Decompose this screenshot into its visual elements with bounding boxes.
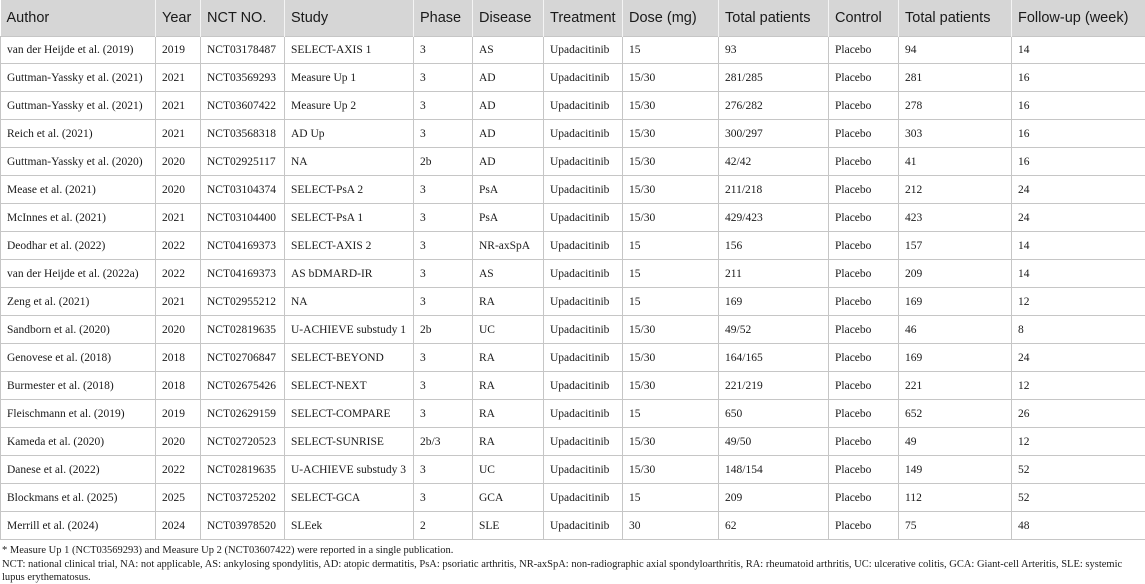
- table-cell: RA: [473, 288, 544, 316]
- table-cell: 3: [414, 64, 473, 92]
- table-cell: PsA: [473, 204, 544, 232]
- table-cell: SELECT-AXIS 1: [285, 37, 414, 64]
- table-cell: 15/30: [623, 120, 719, 148]
- table-cell: 2022: [156, 232, 201, 260]
- table-row: [1, 176, 1145, 204]
- table-cell: Guttman-Yassky et al. (2021): [1, 92, 156, 120]
- table-cell: 281/285: [719, 64, 829, 92]
- table-row: [1, 37, 1145, 64]
- table-cell: NCT03725202: [201, 484, 285, 512]
- table-cell: 650: [719, 400, 829, 428]
- table-cell: 49: [899, 428, 1012, 456]
- table-cell: SELECT-PsA 1: [285, 204, 414, 232]
- table-cell: 16: [1012, 92, 1145, 120]
- table-cell: 15/30: [623, 64, 719, 92]
- table-cell: 303: [899, 120, 1012, 148]
- table-cell: Upadacitinib: [544, 484, 623, 512]
- table-cell: 15/30: [623, 92, 719, 120]
- table-cell: 16: [1012, 148, 1145, 176]
- table-cell: 15: [623, 37, 719, 64]
- table-cell: 2018: [156, 344, 201, 372]
- table-cell: 3: [414, 260, 473, 288]
- table-cell: 46: [899, 316, 1012, 344]
- table-cell: 15/30: [623, 344, 719, 372]
- table-row: [1, 260, 1145, 288]
- table-cell: Placebo: [829, 260, 899, 288]
- table-cell: 52: [1012, 484, 1145, 512]
- table-cell: 2021: [156, 92, 201, 120]
- table-cell: 12: [1012, 428, 1145, 456]
- table-cell: NCT03178487: [201, 37, 285, 64]
- table-cell: NA: [285, 288, 414, 316]
- table-row: [1, 64, 1145, 92]
- table-cell: 2019: [156, 400, 201, 428]
- table-cell: 75: [899, 512, 1012, 540]
- table-row: [1, 512, 1145, 540]
- column-header: Disease: [473, 0, 544, 37]
- table-cell: NCT02629159: [201, 400, 285, 428]
- column-header: Study: [285, 0, 414, 37]
- table-cell: Upadacitinib: [544, 512, 623, 540]
- table-cell: Upadacitinib: [544, 37, 623, 64]
- table-cell: Placebo: [829, 37, 899, 64]
- column-header: Dose (mg): [623, 0, 719, 37]
- table-cell: 278: [899, 92, 1012, 120]
- table-cell: 41: [899, 148, 1012, 176]
- table-cell: 221/219: [719, 372, 829, 400]
- table-cell: 15/30: [623, 428, 719, 456]
- table-cell: 211: [719, 260, 829, 288]
- table-cell: 2021: [156, 288, 201, 316]
- table-cell: 169: [719, 288, 829, 316]
- table-cell: NCT02955212: [201, 288, 285, 316]
- table-cell: Measure Up 1: [285, 64, 414, 92]
- table-cell: 3: [414, 37, 473, 64]
- table-cell: AD: [473, 64, 544, 92]
- table-cell: 3: [414, 232, 473, 260]
- table-cell: Upadacitinib: [544, 92, 623, 120]
- table-cell: 62: [719, 512, 829, 540]
- table-cell: SELECT-NEXT: [285, 372, 414, 400]
- table-cell: 15/30: [623, 372, 719, 400]
- table-cell: 2018: [156, 372, 201, 400]
- table-cell: Placebo: [829, 288, 899, 316]
- table-cell: U-ACHIEVE substudy 1: [285, 316, 414, 344]
- table-cell: 149: [899, 456, 1012, 484]
- table-body: [1, 37, 1145, 540]
- table-cell: 15: [623, 260, 719, 288]
- table-cell: NCT02925117: [201, 148, 285, 176]
- table-cell: 24: [1012, 344, 1145, 372]
- table-cell: NCT02819635: [201, 316, 285, 344]
- table-cell: Upadacitinib: [544, 176, 623, 204]
- table-cell: Placebo: [829, 120, 899, 148]
- table-cell: 49/50: [719, 428, 829, 456]
- table-cell: 3: [414, 176, 473, 204]
- table-row: [1, 428, 1145, 456]
- table-cell: 49/52: [719, 316, 829, 344]
- column-header: Year: [156, 0, 201, 37]
- table-row: [1, 120, 1145, 148]
- table-cell: 12: [1012, 372, 1145, 400]
- table-cell: 24: [1012, 176, 1145, 204]
- table-cell: SLE: [473, 512, 544, 540]
- table-cell: 281: [899, 64, 1012, 92]
- table-cell: AD Up: [285, 120, 414, 148]
- table-cell: 2b/3: [414, 428, 473, 456]
- table-cell: 24: [1012, 204, 1145, 232]
- table-cell: U-ACHIEVE substudy 3: [285, 456, 414, 484]
- table-cell: 652: [899, 400, 1012, 428]
- table-cell: 3: [414, 400, 473, 428]
- table-cell: 2021: [156, 120, 201, 148]
- table-cell: Placebo: [829, 148, 899, 176]
- table-cell: Upadacitinib: [544, 148, 623, 176]
- table-cell: NCT04169373: [201, 232, 285, 260]
- table-cell: NA: [285, 148, 414, 176]
- table-cell: 3: [414, 204, 473, 232]
- table-cell: 94: [899, 37, 1012, 64]
- column-header: Follow-up (week): [1012, 0, 1145, 37]
- table-cell: SLEek: [285, 512, 414, 540]
- table-cell: 2022: [156, 456, 201, 484]
- table-cell: RA: [473, 428, 544, 456]
- table-row: [1, 204, 1145, 232]
- table-row: [1, 484, 1145, 512]
- table-cell: 429/423: [719, 204, 829, 232]
- table-cell: van der Heijde et al. (2019): [1, 37, 156, 64]
- table-cell: 15: [623, 484, 719, 512]
- table-cell: 2021: [156, 64, 201, 92]
- table-cell: UC: [473, 316, 544, 344]
- table-cell: 2020: [156, 148, 201, 176]
- table-cell: 2020: [156, 316, 201, 344]
- table-cell: 26: [1012, 400, 1145, 428]
- table-cell: 15/30: [623, 176, 719, 204]
- table-cell: AD: [473, 148, 544, 176]
- table-cell: SELECT-COMPARE: [285, 400, 414, 428]
- table-cell: Measure Up 2: [285, 92, 414, 120]
- table-cell: Burmester et al. (2018): [1, 372, 156, 400]
- table-row: [1, 288, 1145, 316]
- table-cell: 30: [623, 512, 719, 540]
- table-cell: 52: [1012, 456, 1145, 484]
- table-cell: Upadacitinib: [544, 232, 623, 260]
- table-cell: 15: [623, 288, 719, 316]
- table-cell: Upadacitinib: [544, 64, 623, 92]
- table-cell: Upadacitinib: [544, 120, 623, 148]
- table-cell: 112: [899, 484, 1012, 512]
- table-cell: NCT02720523: [201, 428, 285, 456]
- table-cell: Guttman-Yassky et al. (2020): [1, 148, 156, 176]
- table-cell: RA: [473, 400, 544, 428]
- table-cell: Kameda et al. (2020): [1, 428, 156, 456]
- table-row: [1, 148, 1145, 176]
- table-row: [1, 92, 1145, 120]
- table-cell: 2b: [414, 148, 473, 176]
- table-cell: Placebo: [829, 372, 899, 400]
- column-header: Total patients: [899, 0, 1012, 37]
- footnote-measure-up: * Measure Up 1 (NCT03569293) and Measure Up 2 (NCT03607422) were reported in a single publication.: [2, 544, 1143, 557]
- table-cell: NCT03104374: [201, 176, 285, 204]
- table-row: [1, 316, 1145, 344]
- table-cell: 16: [1012, 120, 1145, 148]
- table-cell: 164/165: [719, 344, 829, 372]
- table-cell: Upadacitinib: [544, 204, 623, 232]
- table-cell: van der Heijde et al. (2022a): [1, 260, 156, 288]
- table-cell: Upadacitinib: [544, 400, 623, 428]
- table-cell: AS bDMARD-IR: [285, 260, 414, 288]
- table-row: [1, 400, 1145, 428]
- table-cell: 3: [414, 456, 473, 484]
- table-cell: 209: [719, 484, 829, 512]
- column-header: Total patients: [719, 0, 829, 37]
- table-cell: Genovese et al. (2018): [1, 344, 156, 372]
- table-cell: 2: [414, 512, 473, 540]
- table-cell: 2021: [156, 204, 201, 232]
- table-cell: 14: [1012, 37, 1145, 64]
- table-cell: Upadacitinib: [544, 260, 623, 288]
- table-cell: NCT03607422: [201, 92, 285, 120]
- table-cell: 15/30: [623, 456, 719, 484]
- table-cell: AS: [473, 260, 544, 288]
- table-cell: NR-axSpA: [473, 232, 544, 260]
- table-cell: Merrill et al. (2024): [1, 512, 156, 540]
- table-cell: 15/30: [623, 204, 719, 232]
- table-cell: Placebo: [829, 400, 899, 428]
- table-cell: PsA: [473, 176, 544, 204]
- table-cell: UC: [473, 456, 544, 484]
- table-cell: Deodhar et al. (2022): [1, 232, 156, 260]
- header-row: [1, 0, 1145, 37]
- table-cell: Upadacitinib: [544, 456, 623, 484]
- table-cell: NCT02819635: [201, 456, 285, 484]
- table-cell: RA: [473, 344, 544, 372]
- table-cell: 2020: [156, 176, 201, 204]
- table-cell: SELECT-GCA: [285, 484, 414, 512]
- table-cell: SELECT-PsA 2: [285, 176, 414, 204]
- table-cell: Placebo: [829, 316, 899, 344]
- table-row: [1, 344, 1145, 372]
- table-cell: 8: [1012, 316, 1145, 344]
- table-cell: 211/218: [719, 176, 829, 204]
- table-cell: Sandborn et al. (2020): [1, 316, 156, 344]
- footnote-abbreviations: NCT: national clinical trial, NA: not applicable, AS: ankylosing spondylitis, AD: atopic dermatitis, PsA: psoriatic arthritis, NR-axSpA: non-radiographic axial spondyloarthritis, RA: rheumatoid arthritis, UC: ulcerative colitis, GCA: Giant-cell Arteritis, SLE: systemic lupus erythematosus.: [2, 558, 1142, 584]
- table-cell: Placebo: [829, 344, 899, 372]
- table-cell: 14: [1012, 260, 1145, 288]
- table-cell: Upadacitinib: [544, 372, 623, 400]
- table-cell: 3: [414, 288, 473, 316]
- table-row: [1, 456, 1145, 484]
- table-cell: Upadacitinib: [544, 428, 623, 456]
- table-cell: 157: [899, 232, 1012, 260]
- table-cell: 15/30: [623, 148, 719, 176]
- table-cell: Zeng et al. (2021): [1, 288, 156, 316]
- table-cell: Mease et al. (2021): [1, 176, 156, 204]
- table-cell: 148/154: [719, 456, 829, 484]
- table-cell: 2b: [414, 316, 473, 344]
- table-cell: 3: [414, 484, 473, 512]
- table-cell: 15: [623, 400, 719, 428]
- table-cell: Placebo: [829, 232, 899, 260]
- table-cell: 169: [899, 344, 1012, 372]
- column-header: NCT NO.: [201, 0, 285, 37]
- column-header: Treatment: [544, 0, 623, 37]
- table-cell: 221: [899, 372, 1012, 400]
- table-cell: NCT02706847: [201, 344, 285, 372]
- table-cell: 15/30: [623, 316, 719, 344]
- table-cell: NCT03104400: [201, 204, 285, 232]
- table-cell: Placebo: [829, 456, 899, 484]
- table-cell: 15: [623, 232, 719, 260]
- table-cell: Danese et al. (2022): [1, 456, 156, 484]
- table-cell: 276/282: [719, 92, 829, 120]
- table-cell: 2024: [156, 512, 201, 540]
- table-cell: 2019: [156, 37, 201, 64]
- table-cell: 93: [719, 37, 829, 64]
- table-cell: Placebo: [829, 428, 899, 456]
- table-cell: NCT04169373: [201, 260, 285, 288]
- column-header: Control: [829, 0, 899, 37]
- table-cell: NCT03568318: [201, 120, 285, 148]
- table-cell: 2022: [156, 260, 201, 288]
- table-cell: SELECT-BEYOND: [285, 344, 414, 372]
- table-cell: RA: [473, 372, 544, 400]
- table-cell: 3: [414, 344, 473, 372]
- table-cell: 12: [1012, 288, 1145, 316]
- column-header: Phase: [414, 0, 473, 37]
- table-cell: SELECT-SUNRISE: [285, 428, 414, 456]
- table-cell: Blockmans et al. (2025): [1, 484, 156, 512]
- table-cell: McInnes et al. (2021): [1, 204, 156, 232]
- table-cell: 209: [899, 260, 1012, 288]
- table-cell: NCT03978520: [201, 512, 285, 540]
- table-cell: 300/297: [719, 120, 829, 148]
- table-cell: 42/42: [719, 148, 829, 176]
- table-cell: 156: [719, 232, 829, 260]
- column-header: Author: [1, 0, 156, 37]
- table-cell: 2025: [156, 484, 201, 512]
- table-cell: AS: [473, 37, 544, 64]
- table-cell: Placebo: [829, 176, 899, 204]
- table-cell: 3: [414, 372, 473, 400]
- footnotes: [0, 540, 1145, 584]
- table-cell: NCT02675426: [201, 372, 285, 400]
- table-cell: AD: [473, 120, 544, 148]
- table-cell: Upadacitinib: [544, 344, 623, 372]
- table-cell: Reich et al. (2021): [1, 120, 156, 148]
- table-cell: 14: [1012, 232, 1145, 260]
- table-cell: Placebo: [829, 484, 899, 512]
- table-cell: 3: [414, 92, 473, 120]
- table-cell: GCA: [473, 484, 544, 512]
- table-cell: Placebo: [829, 512, 899, 540]
- table-cell: 169: [899, 288, 1012, 316]
- table-cell: Fleischmann et al. (2019): [1, 400, 156, 428]
- table-cell: Upadacitinib: [544, 316, 623, 344]
- table-cell: 212: [899, 176, 1012, 204]
- table-row: [1, 372, 1145, 400]
- table-cell: Placebo: [829, 64, 899, 92]
- table-cell: SELECT-AXIS 2: [285, 232, 414, 260]
- table-cell: 3: [414, 120, 473, 148]
- table-cell: 2020: [156, 428, 201, 456]
- table-cell: Placebo: [829, 92, 899, 120]
- table-cell: Placebo: [829, 204, 899, 232]
- table-cell: 16: [1012, 64, 1145, 92]
- table-row: [1, 232, 1145, 260]
- table-cell: NCT03569293: [201, 64, 285, 92]
- table-cell: Upadacitinib: [544, 288, 623, 316]
- table-cell: Guttman-Yassky et al. (2021): [1, 64, 156, 92]
- table-cell: AD: [473, 92, 544, 120]
- table-cell: 48: [1012, 512, 1145, 540]
- table-cell: 423: [899, 204, 1012, 232]
